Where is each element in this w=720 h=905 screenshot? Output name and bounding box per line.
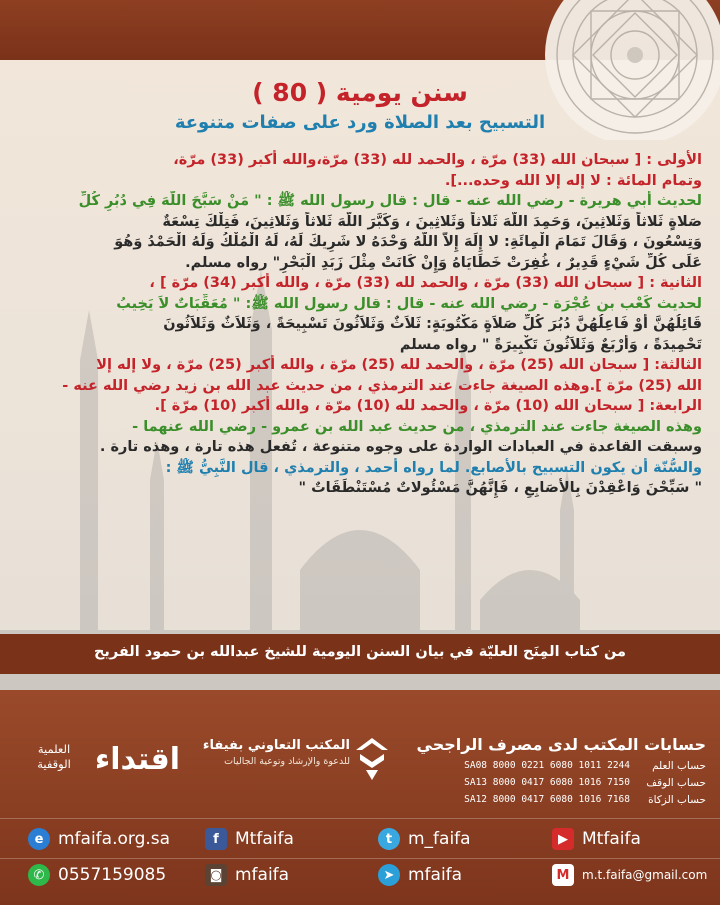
body-line: وسبقت القاعدة في العبادات الواردة على وجوه متنوعة ، تُفعل هذه تارة ، وهذه تارة . (99, 439, 702, 455)
body-line: والسُّنّة أن يكون التسبيح بالأصابع. لما رواه أحمد ، والترمذي ، قال النَّبِيُّ ﷺ : (165, 459, 702, 476)
body-line: الأولى : [ سبحان الله (33) مرّة ، والحمد لله (33) مرّة،والله أكبر (33) مرّة، (173, 152, 702, 168)
office-logo-icon (352, 736, 392, 782)
post-subtitle: التسبيح بعد الصلاة ورد على صفات متنوعة (174, 112, 546, 133)
youtube-link[interactable]: ▶ Mtfaifa (552, 824, 641, 854)
instagram-icon: ◙ (205, 864, 227, 886)
account-number: SA08 8000 0221 6080 1011 2244 (464, 760, 630, 771)
iqtida-subtitle: العلمية الوقفية (37, 742, 71, 771)
body-line: لحديث كَعْب بن عُجْرَة - رضي الله عنه - قال : قال رسول الله ﷺ: " مُعَقِّبَاتٌ لاَ يَخِيبُ (116, 295, 702, 312)
body-line: الثانية : [ سبحان الله (33) مرّة ، والحمد لله (33) مرّة ، والله أكبر (34) مرّة ] ، (149, 275, 702, 291)
telegram-icon: ➤ (378, 864, 400, 886)
whatsapp-link[interactable]: ✆ 0557159085 (28, 860, 166, 890)
body-line: الرابعة: [ سبحان الله (10) مرّة ، والحمد لله (10) مرّة ، والله أكبر (10) مرّة ]. (154, 398, 702, 414)
account-row (410, 760, 706, 776)
account-number: SA12 8000 0417 6080 1016 7168 (464, 794, 630, 805)
whatsapp-icon: ✆ (28, 864, 50, 886)
gmail-icon: M (552, 864, 574, 886)
account-row (410, 777, 706, 793)
ie-browser-icon: e (28, 828, 50, 850)
footer-divider (0, 818, 720, 819)
body-line: وهذه الصيغة جاءت عند الترمذي ، من حديث عبد الله بن عمرو - رضي الله عنهما - (132, 418, 702, 435)
accounts-title: حسابات المكتب لدى مصرف الراجحي (416, 735, 706, 754)
email-link[interactable]: M m.t.faifa@gmail.com (552, 860, 707, 890)
facebook-link[interactable]: f Mtfaifa (205, 824, 294, 854)
account-label: حساب الوقف (646, 777, 706, 789)
body-line: وتمام المائة : لا إله إلا الله وحده...]. (444, 172, 702, 189)
office-tagline: للدعوة والإرشاد وتوعية الجاليات (224, 756, 350, 767)
body-line: صَلاةٍ ثَلاثاً وَثَلاثِينَ، وَحَمِدَ اللَّهَ ثَلاثاً وَثَلاثِينَ ، وَكَبَّرَ اللَّهَ ثَلاثاً وَثَلاثِينَ، فَتِلْكَ تِسْعَةٌ (162, 213, 702, 230)
account-label: حساب الزكاة (648, 794, 706, 806)
body-line: " سَبِّحْنَ وَاعْقِدْنَ بِالأَصَابِعِ ، فَإِنَّهُنَّ مَسْئُولاتٌ مُسْتَنْطَقَاتٌ " (298, 480, 702, 496)
body-line: لحديث أبي هريرة - رضي الله عنه - قال : قال رسول الله ﷺ : " مَنْ سَبَّحَ اللَّهَ فِي دُبُرِ كُلِّ (78, 193, 702, 209)
footer-divider (0, 858, 720, 859)
body-line: الله (25) مرّة ].وهذه الصيغة جاءت عند الترمذي ، من حديث عبد الله بن زيد رضي الله عنه - (62, 377, 702, 394)
youtube-icon: ▶ (552, 828, 574, 850)
account-number: SA13 8000 0417 6080 1016 7150 (464, 777, 630, 788)
body-line: وَتِسْعُونَ ، وَقَالَ تَمَامَ الْمِائَةِ: لا إِلَهَ إِلاَّ اللَّهُ وَحْدَهُ لا شَرِيكَ لَهُ، لَهُ الْمُلْكُ وَلَهُ الْحَمْدُ وَهُوَ (114, 234, 702, 250)
body-line: قَائِلُهُنَّ أَوْ فَاعِلُهُنَّ دُبُرَ كُلِّ صَلاَةٍ مَكْتُوبَةٍ: ثَلاَثٌ وَثَلاَثُونَ تَسْبِيحَةً ، وَثَلاَثٌ وَثَلاَثُونَ (163, 316, 702, 332)
iqtida-logo: اقتداء (94, 742, 180, 777)
account-row (410, 794, 706, 810)
body-line: الثالثة: [ سبحان الله (25) مرّة ، والحمد لله (25) مرّة ، والله أكبر (25) مرّة ، ولا إله إلا (96, 357, 702, 373)
body-text (18, 150, 702, 499)
office-name: المكتب التعاوني بفيفاء (202, 738, 350, 753)
source-citation: من كتاب المِنَح العليّة في بيان السنن اليومية للشيخ عبدالله بن حمود الفريح (93, 644, 627, 660)
instagram-link[interactable]: ◙ mfaifa (205, 860, 289, 890)
body-line: عَلَى كُلِّ شَيْءٍ قَدِيرٌ ، غُفِرَتْ خَطَايَاهُ وَإِنْ كَانَتْ مِثْلَ زَبَدِ الْبَحْرِ" رواه مسلم. (185, 254, 702, 271)
account-label: حساب العلم (652, 760, 706, 772)
telegram-link[interactable]: ➤ mfaifa (378, 860, 462, 890)
website-link[interactable]: e mfaifa.org.sa (28, 824, 170, 854)
facebook-icon: f (205, 828, 227, 850)
post-title: سنن يومية ( 80 ) (252, 78, 468, 107)
twitter-link[interactable]: t m_faifa (378, 824, 471, 854)
body-line: تَحْمِيدَةً ، وَأَرْبَعٌ وَثَلاَثُونَ تَكْبِيرَةً " رواه مسلم (399, 336, 702, 353)
twitter-icon: t (378, 828, 400, 850)
